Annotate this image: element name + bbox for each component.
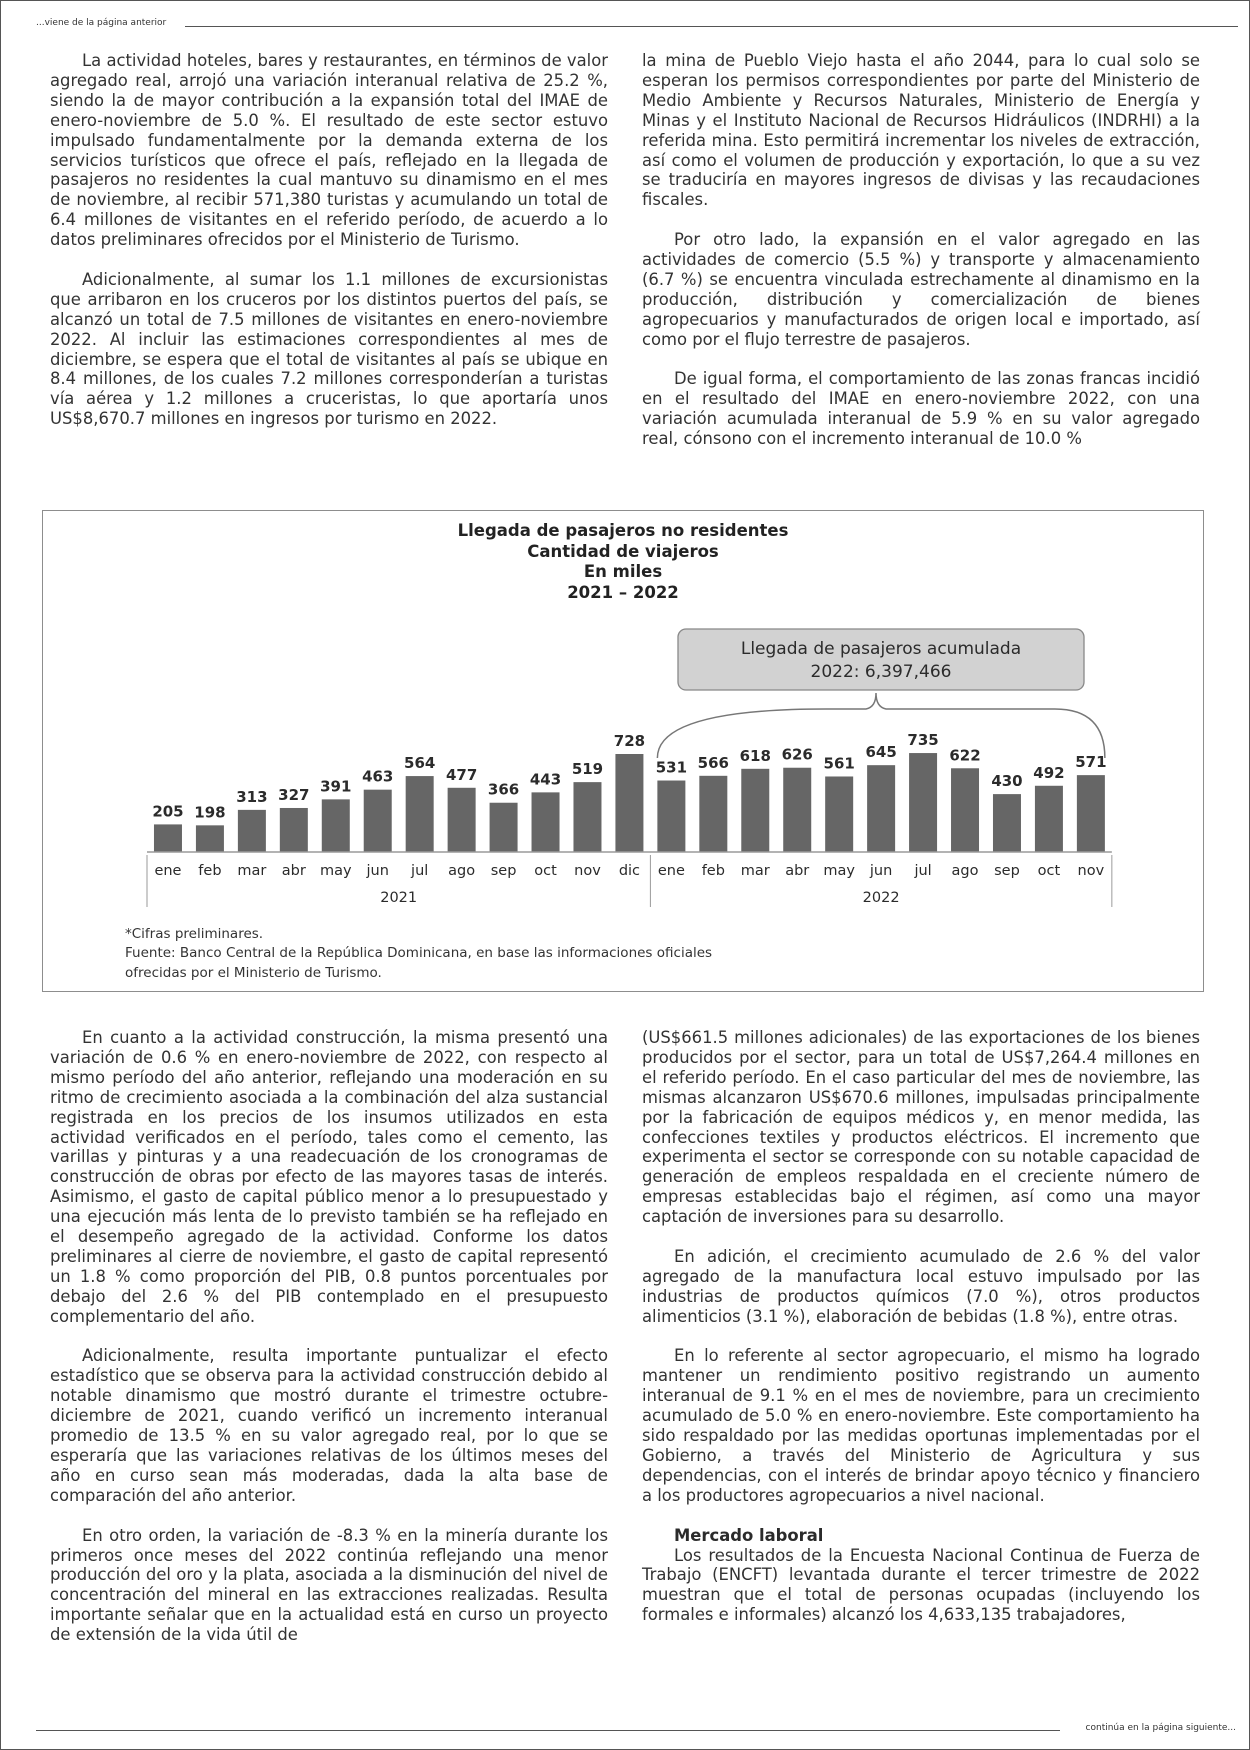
tick-label-21: oct <box>1037 863 1061 879</box>
paragraph-manufactura-local: En adición, el crecimiento acumulado de 2.6 % del valor agregado de la manufactura local estuvo impulsado por las industrias de productos químicos (7.0 %), otros productos alimenticios (3.1 %), elaboración de bebidas (1.8 %), entre otras. <box>642 1246 1200 1326</box>
bar-7 <box>448 788 476 852</box>
data-label-18: 735 <box>907 731 939 750</box>
bar-19 <box>951 768 979 852</box>
paragraph-encft: Los resultados de la Encuesta Nacional Continua de Fuerza de Trabajo (ENCFT) levantada durante el tercer trimestre de 2022 muestran que el total de personas ocupadas (incluyendo los formales e informales) alcanzó los 4,633,135 trabajadores, <box>642 1545 1200 1625</box>
paragraph-efecto-estadistico: Adicionalmente, resulta importante puntualizar el efecto estadístico que se observa para la actividad construcción debido al notable dinamismo que mostró durante el trimestre octubre-diciembre de 2021, cuando verificó un incremento interanual promedio de 13.5 % en su valor agregado real, por lo que se esperaría que las variaciones relativas de los últimos meses del año en curso sean más moderadas, dada la alta base de comparación del año anterior. <box>50 1346 608 1505</box>
data-label-0: 205 <box>152 802 184 821</box>
tick-label-3: abr <box>281 863 306 879</box>
bar-14 <box>741 769 769 852</box>
bar-18 <box>909 753 937 852</box>
tick-label-11: dic <box>618 863 641 879</box>
data-label-12: 531 <box>655 758 688 777</box>
paragraph-agropecuario: En lo referente al sector agropecuario, el mismo ha logrado mantener un rendimiento positivo registrando un aumento interanual de 9.1 % en el mes de noviembre, para un crecimiento acumulado de 5.0 % en enero-noviembre. Este comportamiento ha sido respaldado por las medidas oportunas implementadas por el Gobierno, a través del Ministerio de Agricultura y sus dependencias, con el interés de brindar apoyo técnico y financiero a los productores agropecuarios a nivel nacional. <box>642 1346 1200 1505</box>
bar-3 <box>280 808 308 852</box>
chart-title-line: Llegada de pasajeros no residentes <box>457 521 789 540</box>
data-label-13: 566 <box>697 753 729 772</box>
data-label-16: 561 <box>823 754 855 773</box>
bar-4 <box>322 799 350 852</box>
bar-2 <box>238 810 266 852</box>
data-label-19: 622 <box>949 746 981 765</box>
data-label-10: 519 <box>571 760 604 779</box>
bar-21 <box>1035 786 1063 852</box>
data-label-7: 477 <box>445 765 478 784</box>
paragraph-excursionistas: Adicionalmente, al sumar los 1.1 millones de excursionistas que arribaron en los cruceros por los distintos puertos del país, se alcanzó un total de 7.5 millones de visitantes en enero-noviembre 2022. Al incluir las estimaciones correspondientes al mes de diciembre, se espera que el total de visitantes al país se ubique en 8.4 millones, de los cuales 7.2 millones corresponderían a turistas vía aérea y 1.2 millones a cruceristas, lo que aportaría unos US$8,670.7 millones en ingresos por turismo en 2022. <box>50 269 608 429</box>
paragraph-comercio-transporte: Por otro lado, la expansión en el valor agregado en las actividades de comercio (5.5 %) y transporte y almacenamiento (6.7 %) se encuentra vinculada estrechamente al dinamismo en la producción, distribución y comercialización de bienes agropecuarios y manufacturados de origen local e importado, así como por el flujo terrestre de pasajeros. <box>642 230 1200 349</box>
bar-chart <box>43 511 1203 991</box>
tick-label-10: nov <box>574 863 601 879</box>
paragraph-exportaciones: (US$661.5 millones adicionales) de las exportaciones de los bienes producidos por el sector, para un total de US$7,264.4 millones en el referido período. En el caso particular del mes de noviembre, las mismas alcanzaron US$670.6 millones, impulsadas principalmente por la fabricación de equipos médicos y, en menor medida, las confecciones textiles y productos eléctricos. El incremento que experimenta el sector se corresponde con su notable capacidad de generación de empleos respaldada en el creciente número de empresas establecidas bajo el régimen, así como una mayor captación de inversiones para su desarrollo. <box>642 1028 1200 1227</box>
paragraph-hoteles: La actividad hoteles, bares y restaurantes, en términos de valor agregado real, arrojó una variación interanual relativa de 25.2 %, siendo la de mayor contribución a la expansión total del IMAE de enero-noviembre de 5.0 %. El resultado de este sector estuvo impulsado fundamentalmente por la demanda externa de los servicios turísticos que ofrece el país, reflejado en la llegada de pasajeros no residentes la cual mantuvo su dinamismo en el mes de noviembre, al recibir 571,380 turistas y acumulando un total de 6.4 millones de visitantes en el referido período, de acuerdo a lo datos preliminares ofrecidos por el Ministerio de Turismo. <box>50 51 608 250</box>
tick-label-20: sep <box>994 863 1020 879</box>
tick-label-12: ene <box>657 863 685 879</box>
data-label-20: 430 <box>991 772 1023 791</box>
tick-label-14: mar <box>740 863 770 879</box>
header-rule <box>185 26 1238 27</box>
bar-17 <box>867 765 895 852</box>
bar-6 <box>406 776 434 852</box>
bar-13 <box>699 776 727 852</box>
bar-11 <box>615 754 643 852</box>
bar-16 <box>825 776 853 852</box>
data-label-5: 463 <box>362 767 394 786</box>
bar-12 <box>657 781 685 852</box>
chart-units-line: En miles <box>583 562 663 581</box>
bar-15 <box>783 768 811 852</box>
tick-label-8: sep <box>490 863 517 879</box>
data-label-3: 327 <box>278 785 310 804</box>
chart-note-preliminary: *Cifras preliminares. <box>125 926 264 942</box>
tick-label-4: may <box>319 863 352 879</box>
year-label-2022: 2022 <box>862 890 900 906</box>
top-left-column <box>50 51 608 429</box>
bar-20 <box>993 794 1021 852</box>
tick-label-18: jul <box>914 863 932 879</box>
year-label-2021: 2021 <box>380 890 418 906</box>
data-label-6: 564 <box>404 754 436 773</box>
data-label-2: 313 <box>236 787 268 806</box>
chart-note-source-cont: ofrecidas por el Ministerio de Turismo. <box>125 964 382 981</box>
bar-0 <box>154 824 182 852</box>
tick-label-7: ago <box>448 863 476 879</box>
chart-note-source: Fuente: Banco Central de la República Dominicana, en base las informaciones oficiales <box>125 945 713 962</box>
tick-label-19: ago <box>951 863 979 879</box>
chart-period-line: 2021 – 2022 <box>567 582 679 602</box>
tick-label-22: nov <box>1077 863 1105 879</box>
callout-line-2: 2022: 6,397,466 <box>810 662 952 682</box>
section-heading-mercado-laboral: Mercado laboral <box>674 1525 824 1545</box>
chart-panel <box>42 510 1204 992</box>
tick-label-13: feb <box>701 863 725 879</box>
bottom-left-column <box>50 1028 608 1645</box>
bar-1 <box>196 825 224 852</box>
data-label-14: 618 <box>739 746 771 765</box>
data-label-9: 443 <box>529 770 562 789</box>
tick-label-16: may <box>823 863 855 879</box>
data-label-21: 492 <box>1033 763 1065 782</box>
tick-label-1: feb <box>198 863 222 879</box>
tick-label-9: oct <box>534 863 557 879</box>
bar-5 <box>364 790 392 852</box>
paragraph-construccion: En cuanto a la actividad construcción, la misma presentó una variación de 0.6 % en enero-noviembre de 2022, con respecto al mismo período del año anterior, reflejando una moderación en su ritmo de crecimiento asociada a la combinación del alza sustancial registrada en los precios de los insumos utilizados en esta actividad verificados en el período, tales como el cemento, las varillas y pinturas y a una readecuación de los cronogramas de construcción de obras por efecto de las mayores tasas de interés. Asimismo, el gasto de capital público menor a lo presupuestado y una ejecución más lenta de lo previsto también se ha reflejado en el desempeño agregado de la actividad. Conforme los datos preliminares al cierre de noviembre, el gasto de capital representó un 1.8 % como proporción del PIB, 0.8 puntos porcentuales por debajo del 2.6 % del PIB contemplado en el presupuesto complementario del año. <box>50 1028 608 1326</box>
paragraph-pueblo-viejo: la mina de Pueblo Viejo hasta el año 2044, para lo cual solo se esperan los permisos correspondientes por parte del Ministerio de Medio Ambiente y Recursos Naturales, Ministerio de Energía y Minas y el Instituto Nacional de Recursos Hidráulicos (INDRHI) a la referida mina. Esto permitirá incrementar los niveles de extracción, así como el volumen de producción y exportación, lo que a su vez se traduciría en mayores ingresos de divisas y las recaudaciones fiscales. <box>642 51 1200 210</box>
data-label-15: 626 <box>781 745 813 764</box>
tick-label-2: mar <box>237 863 267 879</box>
data-label-8: 366 <box>487 780 520 799</box>
tick-label-0: ene <box>154 863 182 879</box>
running-foot: continúa en la página siguiente... <box>1085 1723 1236 1733</box>
bottom-right-column <box>642 1028 1200 1625</box>
top-right-column <box>642 51 1200 449</box>
data-label-22: 571 <box>1075 753 1107 772</box>
data-label-1: 198 <box>194 803 226 822</box>
paragraph-zonas-francas: De igual forma, el comportamiento de las zonas francas incidió en el resultado del IMAE en enero-noviembre 2022, con una variación acumulada interanual de 5.9 % en su valor agregado real, cónsono con el incremento interanual de 10.0 % <box>642 369 1200 449</box>
bar-8 <box>490 803 518 852</box>
bar-10 <box>573 782 601 852</box>
bar-22 <box>1077 775 1105 852</box>
paragraph-mineria: En otro orden, la variación de -8.3 % en la minería durante los primeros once meses del 2022 continúa reflejando una menor producción del oro y la plata, asociada a la disminución del nivel de concentración del mineral en las extracciones realizadas. Resulta importante señalar que en la actualidad está en curso un proyecto de extensión de la vida útil de <box>50 1525 608 1645</box>
chart-notes <box>125 925 712 983</box>
running-head: ...viene de la página anterior <box>36 18 170 28</box>
callout-line-1: Llegada de pasajeros acumulada <box>740 639 1022 659</box>
data-label-4: 391 <box>320 777 352 796</box>
chart-subtitle-line: Cantidad de viajeros <box>527 541 719 561</box>
tick-label-5: jun <box>366 863 389 879</box>
data-label-17: 645 <box>865 743 897 762</box>
tick-label-6: jul <box>411 863 429 879</box>
footer-rule <box>36 1730 1060 1731</box>
tick-label-17: jun <box>869 863 893 879</box>
data-label-11: 728 <box>613 732 646 750</box>
bar-9 <box>532 792 560 852</box>
tick-label-15: abr <box>785 863 810 879</box>
